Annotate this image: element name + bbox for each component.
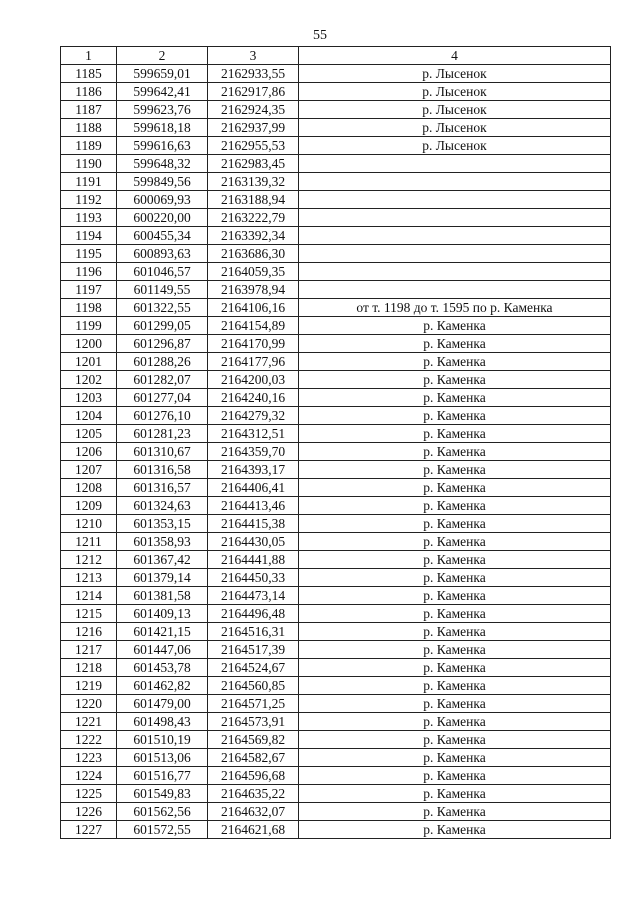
x-coordinate-cell: 599849,56 bbox=[117, 173, 208, 191]
x-coordinate-cell: 600455,34 bbox=[117, 227, 208, 245]
point-number-cell: 1222 bbox=[61, 731, 117, 749]
y-coordinate-cell: 2164406,41 bbox=[208, 479, 299, 497]
table-row bbox=[61, 227, 611, 245]
table-row bbox=[61, 389, 611, 407]
table-row bbox=[61, 569, 611, 587]
table-row bbox=[61, 623, 611, 641]
x-coordinate-cell: 601421,15 bbox=[117, 623, 208, 641]
table-row bbox=[61, 353, 611, 371]
point-number-cell: 1197 bbox=[61, 281, 117, 299]
y-coordinate-cell: 2162983,45 bbox=[208, 155, 299, 173]
description-cell: р. Лысенок bbox=[299, 137, 611, 155]
y-coordinate-cell: 2164582,67 bbox=[208, 749, 299, 767]
point-number-cell: 1189 bbox=[61, 137, 117, 155]
y-coordinate-cell: 2164517,39 bbox=[208, 641, 299, 659]
x-coordinate-cell: 599648,32 bbox=[117, 155, 208, 173]
x-coordinate-cell: 601322,55 bbox=[117, 299, 208, 317]
column-header-3: 3 bbox=[208, 47, 299, 65]
y-coordinate-cell: 2163139,32 bbox=[208, 173, 299, 191]
point-number-cell: 1224 bbox=[61, 767, 117, 785]
y-coordinate-cell: 2164170,99 bbox=[208, 335, 299, 353]
y-coordinate-cell: 2163978,94 bbox=[208, 281, 299, 299]
description-cell: р. Каменка bbox=[299, 713, 611, 731]
x-coordinate-cell: 601046,57 bbox=[117, 263, 208, 281]
y-coordinate-cell: 2164154,89 bbox=[208, 317, 299, 335]
description-cell: р. Лысенок bbox=[299, 65, 611, 83]
x-coordinate-cell: 599623,76 bbox=[117, 101, 208, 119]
y-coordinate-cell: 2162917,86 bbox=[208, 83, 299, 101]
table-row bbox=[61, 173, 611, 191]
description-cell: р. Лысенок bbox=[299, 83, 611, 101]
y-coordinate-cell: 2164560,85 bbox=[208, 677, 299, 695]
description-cell: р. Каменка bbox=[299, 533, 611, 551]
y-coordinate-cell: 2164524,67 bbox=[208, 659, 299, 677]
point-number-cell: 1200 bbox=[61, 335, 117, 353]
point-number-cell: 1225 bbox=[61, 785, 117, 803]
x-coordinate-cell: 601316,58 bbox=[117, 461, 208, 479]
y-coordinate-cell: 2164473,14 bbox=[208, 587, 299, 605]
description-cell: р. Каменка bbox=[299, 785, 611, 803]
x-coordinate-cell: 601462,82 bbox=[117, 677, 208, 695]
x-coordinate-cell: 599659,01 bbox=[117, 65, 208, 83]
table-row bbox=[61, 515, 611, 533]
table-row bbox=[61, 767, 611, 785]
table-row bbox=[61, 119, 611, 137]
point-number-cell: 1214 bbox=[61, 587, 117, 605]
y-coordinate-cell: 2164632,07 bbox=[208, 803, 299, 821]
table-row bbox=[61, 65, 611, 83]
x-coordinate-cell: 601381,58 bbox=[117, 587, 208, 605]
point-number-cell: 1186 bbox=[61, 83, 117, 101]
point-number-cell: 1194 bbox=[61, 227, 117, 245]
point-number-cell: 1227 bbox=[61, 821, 117, 839]
x-coordinate-cell: 599616,63 bbox=[117, 137, 208, 155]
description-cell bbox=[299, 227, 611, 245]
table-row bbox=[61, 299, 611, 317]
y-coordinate-cell: 2164312,51 bbox=[208, 425, 299, 443]
point-number-cell: 1223 bbox=[61, 749, 117, 767]
point-number-cell: 1208 bbox=[61, 479, 117, 497]
table-row bbox=[61, 245, 611, 263]
point-number-cell: 1185 bbox=[61, 65, 117, 83]
table-row bbox=[61, 605, 611, 623]
description-cell bbox=[299, 155, 611, 173]
table-row bbox=[61, 407, 611, 425]
page-number: 55 bbox=[313, 28, 327, 43]
x-coordinate-cell: 601562,56 bbox=[117, 803, 208, 821]
x-coordinate-cell: 601276,10 bbox=[117, 407, 208, 425]
y-coordinate-cell: 2163686,30 bbox=[208, 245, 299, 263]
description-cell bbox=[299, 191, 611, 209]
description-cell: р. Каменка bbox=[299, 551, 611, 569]
point-number-cell: 1196 bbox=[61, 263, 117, 281]
point-number-cell: 1191 bbox=[61, 173, 117, 191]
point-number-cell: 1199 bbox=[61, 317, 117, 335]
x-coordinate-cell: 601310,67 bbox=[117, 443, 208, 461]
point-number-cell: 1226 bbox=[61, 803, 117, 821]
x-coordinate-cell: 601479,00 bbox=[117, 695, 208, 713]
x-coordinate-cell: 601510,19 bbox=[117, 731, 208, 749]
description-cell: р. Каменка bbox=[299, 677, 611, 695]
point-number-cell: 1193 bbox=[61, 209, 117, 227]
x-coordinate-cell: 601324,63 bbox=[117, 497, 208, 515]
x-coordinate-cell: 601358,93 bbox=[117, 533, 208, 551]
description-cell: р. Каменка bbox=[299, 731, 611, 749]
table-header-row bbox=[61, 47, 611, 65]
y-coordinate-cell: 2163188,94 bbox=[208, 191, 299, 209]
description-cell: р. Каменка bbox=[299, 425, 611, 443]
x-coordinate-cell: 600069,93 bbox=[117, 191, 208, 209]
x-coordinate-cell: 601572,55 bbox=[117, 821, 208, 839]
table-row bbox=[61, 533, 611, 551]
x-coordinate-cell: 601353,15 bbox=[117, 515, 208, 533]
description-cell: р. Каменка bbox=[299, 353, 611, 371]
y-coordinate-cell: 2164569,82 bbox=[208, 731, 299, 749]
y-coordinate-cell: 2164573,91 bbox=[208, 713, 299, 731]
y-coordinate-cell: 2164415,38 bbox=[208, 515, 299, 533]
table-row bbox=[61, 425, 611, 443]
point-number-cell: 1188 bbox=[61, 119, 117, 137]
point-number-cell: 1211 bbox=[61, 533, 117, 551]
table-body bbox=[61, 65, 611, 839]
description-cell: р. Каменка bbox=[299, 335, 611, 353]
description-cell: р. Каменка bbox=[299, 515, 611, 533]
y-coordinate-cell: 2164413,46 bbox=[208, 497, 299, 515]
x-coordinate-cell: 601277,04 bbox=[117, 389, 208, 407]
table-row bbox=[61, 731, 611, 749]
x-coordinate-cell: 601367,42 bbox=[117, 551, 208, 569]
table-row bbox=[61, 443, 611, 461]
description-cell: р. Каменка bbox=[299, 497, 611, 515]
column-header-2: 2 bbox=[117, 47, 208, 65]
y-coordinate-cell: 2162924,35 bbox=[208, 101, 299, 119]
description-cell bbox=[299, 281, 611, 299]
x-coordinate-cell: 601498,43 bbox=[117, 713, 208, 731]
point-number-cell: 1195 bbox=[61, 245, 117, 263]
point-number-cell: 1209 bbox=[61, 497, 117, 515]
x-coordinate-cell: 601379,14 bbox=[117, 569, 208, 587]
description-cell: р. Каменка bbox=[299, 821, 611, 839]
y-coordinate-cell: 2164571,25 bbox=[208, 695, 299, 713]
description-cell: р. Каменка bbox=[299, 767, 611, 785]
description-cell: р. Каменка bbox=[299, 803, 611, 821]
table-row bbox=[61, 479, 611, 497]
table-row bbox=[61, 497, 611, 515]
point-number-cell: 1187 bbox=[61, 101, 117, 119]
x-coordinate-cell: 601282,07 bbox=[117, 371, 208, 389]
y-coordinate-cell: 2163392,34 bbox=[208, 227, 299, 245]
y-coordinate-cell: 2164430,05 bbox=[208, 533, 299, 551]
description-cell: р. Каменка bbox=[299, 605, 611, 623]
x-coordinate-cell: 601316,57 bbox=[117, 479, 208, 497]
table-row bbox=[61, 317, 611, 335]
description-cell: р. Лысенок bbox=[299, 101, 611, 119]
description-cell: р. Каменка bbox=[299, 641, 611, 659]
column-header-1: 1 bbox=[61, 47, 117, 65]
description-cell: р. Каменка bbox=[299, 389, 611, 407]
y-coordinate-cell: 2164106,16 bbox=[208, 299, 299, 317]
point-number-cell: 1216 bbox=[61, 623, 117, 641]
y-coordinate-cell: 2164177,96 bbox=[208, 353, 299, 371]
x-coordinate-cell: 601296,87 bbox=[117, 335, 208, 353]
x-coordinate-cell: 601513,06 bbox=[117, 749, 208, 767]
y-coordinate-cell: 2164279,32 bbox=[208, 407, 299, 425]
point-number-cell: 1204 bbox=[61, 407, 117, 425]
table-row bbox=[61, 785, 611, 803]
point-number-cell: 1217 bbox=[61, 641, 117, 659]
table-row bbox=[61, 641, 611, 659]
table-row bbox=[61, 695, 611, 713]
point-number-cell: 1218 bbox=[61, 659, 117, 677]
description-cell bbox=[299, 263, 611, 281]
x-coordinate-cell: 601409,13 bbox=[117, 605, 208, 623]
description-cell bbox=[299, 173, 611, 191]
point-number-cell: 1190 bbox=[61, 155, 117, 173]
table-row bbox=[61, 713, 611, 731]
table-row bbox=[61, 461, 611, 479]
table-row bbox=[61, 659, 611, 677]
table-row bbox=[61, 803, 611, 821]
table-row bbox=[61, 83, 611, 101]
point-number-cell: 1203 bbox=[61, 389, 117, 407]
y-coordinate-cell: 2164059,35 bbox=[208, 263, 299, 281]
point-number-cell: 1215 bbox=[61, 605, 117, 623]
description-cell: р. Каменка bbox=[299, 749, 611, 767]
table-row bbox=[61, 335, 611, 353]
x-coordinate-cell: 601288,26 bbox=[117, 353, 208, 371]
y-coordinate-cell: 2163222,79 bbox=[208, 209, 299, 227]
y-coordinate-cell: 2164441,88 bbox=[208, 551, 299, 569]
description-cell: р. Лысенок bbox=[299, 119, 611, 137]
x-coordinate-cell: 601549,83 bbox=[117, 785, 208, 803]
description-cell: р. Каменка bbox=[299, 461, 611, 479]
column-header-4: 4 bbox=[299, 47, 611, 65]
description-cell: р. Каменка bbox=[299, 695, 611, 713]
table-row bbox=[61, 209, 611, 227]
y-coordinate-cell: 2164200,03 bbox=[208, 371, 299, 389]
table-row bbox=[61, 263, 611, 281]
description-cell bbox=[299, 209, 611, 227]
point-number-cell: 1202 bbox=[61, 371, 117, 389]
table-row bbox=[61, 137, 611, 155]
table-row bbox=[61, 821, 611, 839]
description-cell bbox=[299, 245, 611, 263]
point-number-cell: 1201 bbox=[61, 353, 117, 371]
x-coordinate-cell: 601281,23 bbox=[117, 425, 208, 443]
y-coordinate-cell: 2162955,53 bbox=[208, 137, 299, 155]
point-number-cell: 1207 bbox=[61, 461, 117, 479]
x-coordinate-cell: 599618,18 bbox=[117, 119, 208, 137]
table-row bbox=[61, 677, 611, 695]
y-coordinate-cell: 2164240,16 bbox=[208, 389, 299, 407]
x-coordinate-cell: 601453,78 bbox=[117, 659, 208, 677]
y-coordinate-cell: 2164393,17 bbox=[208, 461, 299, 479]
point-number-cell: 1192 bbox=[61, 191, 117, 209]
table-row bbox=[61, 101, 611, 119]
description-cell: р. Каменка bbox=[299, 569, 611, 587]
x-coordinate-cell: 600893,63 bbox=[117, 245, 208, 263]
point-number-cell: 1210 bbox=[61, 515, 117, 533]
description-cell: р. Каменка bbox=[299, 317, 611, 335]
description-cell: р. Каменка bbox=[299, 623, 611, 641]
y-coordinate-cell: 2162937,99 bbox=[208, 119, 299, 137]
coordinates-table bbox=[60, 46, 611, 839]
table-row bbox=[61, 551, 611, 569]
table-row bbox=[61, 371, 611, 389]
description-cell: от т. 1198 до т. 1595 по р. Каменка bbox=[299, 299, 611, 317]
x-coordinate-cell: 601299,05 bbox=[117, 317, 208, 335]
point-number-cell: 1198 bbox=[61, 299, 117, 317]
table-row bbox=[61, 587, 611, 605]
description-cell: р. Каменка bbox=[299, 479, 611, 497]
point-number-cell: 1221 bbox=[61, 713, 117, 731]
description-cell: р. Каменка bbox=[299, 659, 611, 677]
point-number-cell: 1205 bbox=[61, 425, 117, 443]
description-cell: р. Каменка bbox=[299, 407, 611, 425]
x-coordinate-cell: 601149,55 bbox=[117, 281, 208, 299]
table-row bbox=[61, 155, 611, 173]
table-row bbox=[61, 749, 611, 767]
point-number-cell: 1219 bbox=[61, 677, 117, 695]
description-cell: р. Каменка bbox=[299, 587, 611, 605]
point-number-cell: 1206 bbox=[61, 443, 117, 461]
point-number-cell: 1220 bbox=[61, 695, 117, 713]
table-row bbox=[61, 191, 611, 209]
point-number-cell: 1213 bbox=[61, 569, 117, 587]
y-coordinate-cell: 2164621,68 bbox=[208, 821, 299, 839]
description-cell: р. Каменка bbox=[299, 371, 611, 389]
y-coordinate-cell: 2162933,55 bbox=[208, 65, 299, 83]
y-coordinate-cell: 2164596,68 bbox=[208, 767, 299, 785]
table-row bbox=[61, 281, 611, 299]
description-cell: р. Каменка bbox=[299, 443, 611, 461]
y-coordinate-cell: 2164359,70 bbox=[208, 443, 299, 461]
y-coordinate-cell: 2164450,33 bbox=[208, 569, 299, 587]
y-coordinate-cell: 2164516,31 bbox=[208, 623, 299, 641]
x-coordinate-cell: 601447,06 bbox=[117, 641, 208, 659]
x-coordinate-cell: 600220,00 bbox=[117, 209, 208, 227]
point-number-cell: 1212 bbox=[61, 551, 117, 569]
y-coordinate-cell: 2164635,22 bbox=[208, 785, 299, 803]
x-coordinate-cell: 601516,77 bbox=[117, 767, 208, 785]
y-coordinate-cell: 2164496,48 bbox=[208, 605, 299, 623]
x-coordinate-cell: 599642,41 bbox=[117, 83, 208, 101]
